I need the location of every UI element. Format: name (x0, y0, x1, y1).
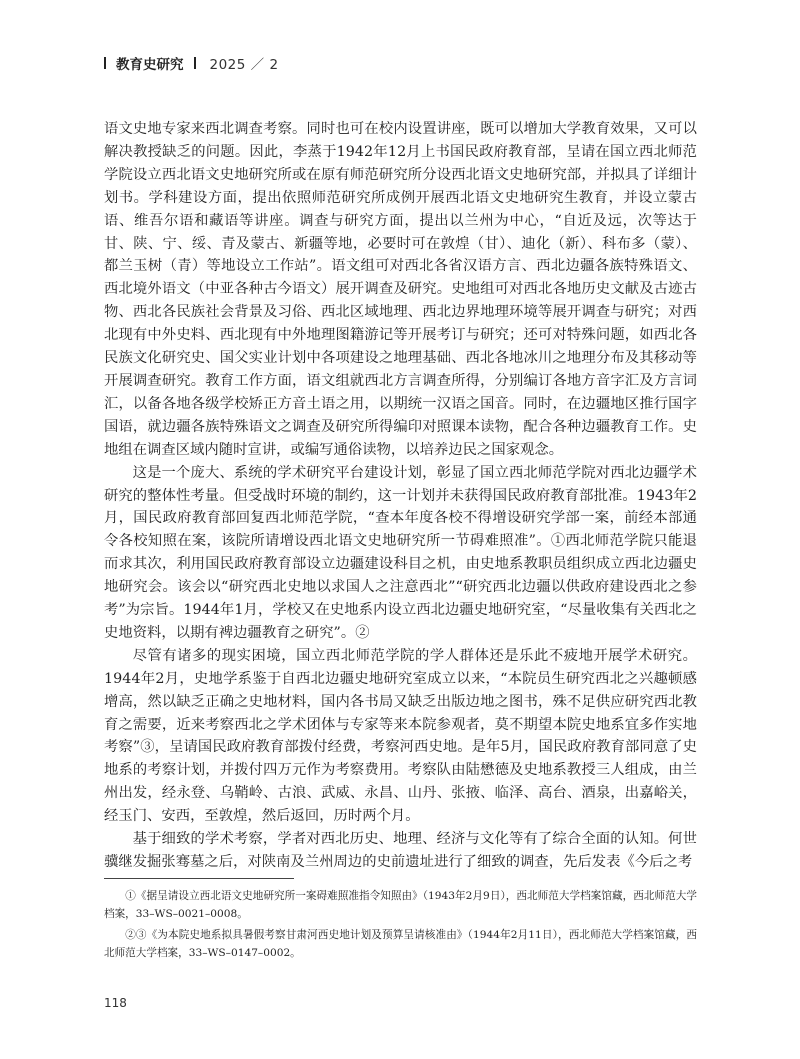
paragraph-1: 语文史地专家来西北调查考察。同时也可在校内设置讲座，既可以增加大学教育效果，又可以解决教授缺乏的问题。因此，李蒸于1942年12月上书国民政府教育部，呈请在国立西北师范学院设立西北语文史地研究所或在原有师范研究所分设西北语文史地研究部，并拟具了详细计划书。学科建设方面，提出依照师范研究所成例开展西北语文史地研究生教育，并设立蒙古语、维吾尔语和藏语等讲座。调查与研究方面，提出以兰州为中心，“自近及远，次等达于甘、陕、宁、绥、青及蒙古、新疆等地，必要时可在敦煌（甘）、迪化（新）、科布多（蒙）、都兰玉树（青）等地设立工作站”。语文组可对西北各省汉语方言、西北边疆各族特殊语文、西北境外语文（中亚各种古今语文）展开调查及研究。史地组可对西北各地历史文献及古迹古物、西北各民族社会背景及习俗、西北区域地理、西北边界地理环境等展开调查与研究；对西北现有中外史料、西北现有中外地理图籍游记等开展考订与研究；还可对特殊问题，如西北各民族文化研究史、国父实业计划中各项建设之地理基础、西北各地冰川之地理分布及其移动等开展调查研究。教育工作方面，语文组就西北方言调查所得，分别编订各地方音字汇及方言词汇，以备各地各级学校矫正方音土语之用，以期统一汉语之国音。同时，在边疆地区推行国字国语，就边疆各族特殊语文之调查及研究所得编印对照课本读物，配合各种边疆教育工作。史地组在调查区域内随时宣讲，或编写通俗读物，以培养边民之国家观念。 (104, 121, 697, 458)
page-number: 118 (104, 996, 127, 1010)
footnotes (104, 888, 697, 966)
header-separator-bar (194, 57, 196, 69)
footnote-divider (104, 878, 294, 879)
journal-title: 教育史研究 (116, 57, 184, 73)
article-body (104, 118, 697, 874)
issue-number: 2025 ／ 2 (209, 57, 279, 73)
paragraph-4: 基于细致的学术考察，学者对西北历史、地理、经济与文化等有了综合全面的认知。何世骥继发掘张骞墓之后，对陕南及兰州周边的史前遗址进行了细致的调查，先后发表《今后之考 (104, 831, 697, 870)
running-header (104, 52, 279, 74)
paragraph-2: 这是一个庞大、系统的学术研究平台建设计划，彰显了国立西北师范学院对西北边疆学术研究的整体性考量。但受战时环境的制约，这一计划并未获得国民政府教育部批准。1943年2月，国民政府教育部回复西北师范学院，“查本年度各校不得增设研究学部一案，前经本部通令各校知照在案，该院所请增设西北语文史地研究所一节碍难照准”。①西北师范学院只能退而求其次，利用国民政府教育部设立边疆建设科目之机，由史地系教职员组织成立西北边疆史地研究会。该会以“研究西北史地以求国人之注意西北”“研究西北边疆以供政府建设西北之参考”为宗旨。1944年1月，学校又在史地系内设立西北边疆史地研究室，“尽量收集有关西北之史地资料，以期有裨边疆教育之研究”。② (104, 464, 697, 641)
header-left-bar (104, 57, 106, 69)
footnote-2: ②③《为本院史地系拟具暑假考察甘肃河西史地计划及预算呈请核准由》（1944年2月11日），西北师范大学档案馆藏，西北师范大学档案，33–WS–0147–0002。 (104, 929, 697, 959)
paragraph-3: 尽管有诸多的现实困境，国立西北师范学院的学人群体还是乐此不疲地开展学术研究。1944年2月，史地学系鉴于自西北边疆史地研究室成立以来，“本院员生研究西北之兴趣顿感增高，然以缺乏正确之史地材料，国内各书局又缺乏出版边地之图书，殊不足供应研究西北教育之需要，近来考察西北之学术团体与专家等来本院参观者，莫不期望本院史地系宜多作实地考察”③，呈请国民政府教育部拨付经费，考察河西史地。是年5月，国民政府教育部同意了史地系的考察计划，并拨付四万元作为考察费用。考察队由陆懋德及史地系教授三人组成，由兰州出发，经永登、乌鞘岭、古浪、武威、永昌、山丹、张掖、临泽、高台、酒泉，出嘉峪关，经玉门、安西，至敦煌，然后返回，历时两个月。 (104, 647, 697, 825)
footnote-1: ①《据呈请设立西北语文史地研究所一案碍难照准指令知照由》（1943年2月9日），西北师范大学档案馆藏，西北师范大学档案，33–WS–0021–0008。 (104, 890, 697, 920)
